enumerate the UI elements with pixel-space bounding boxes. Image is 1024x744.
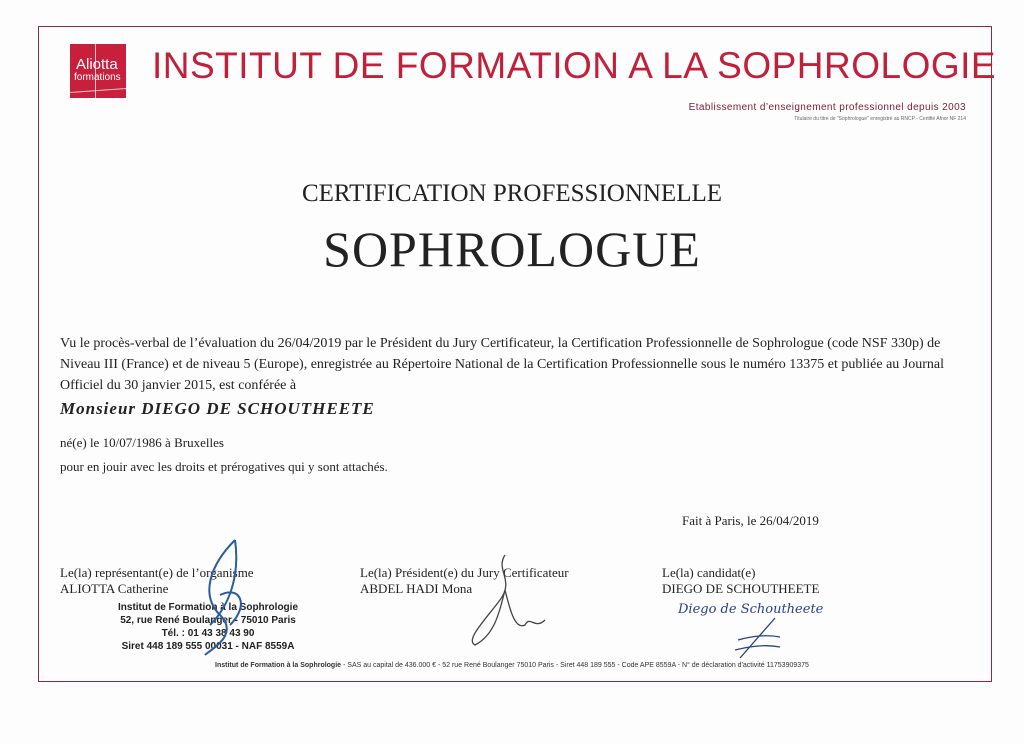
signature-scribble-organisation (180, 535, 270, 660)
titular-note: Titulaire du titre de "Sophrologue" enregistré au RNCP - Certifié Afnor NF 214 (794, 116, 966, 122)
signatory-role: Le(la) représentant(e) de l’organisme (60, 565, 254, 580)
aliotta-logo (70, 44, 126, 98)
stamp-line: Tél. : 01 43 38 43 90 (161, 628, 255, 639)
birth-info: né(e) le 10/07/1986 à Bruxelles (60, 435, 224, 450)
footer-org: Institut de Formation à la Sophrologie (215, 662, 342, 669)
signatory-role: Le(la) Président(e) du Jury Certificateur (360, 565, 569, 580)
signatory-role: Le(la) candidat(e) (662, 565, 756, 580)
certificate-title: SOPHROLOGUE (323, 221, 701, 277)
signatory-name: DIEGO DE SCHOUTHEETE (662, 581, 820, 596)
place-date: Fait à Paris, le 26/04/2019 (682, 513, 819, 528)
stamp-line: Siret 448 189 555 00031 - NAF 8559A (121, 641, 295, 652)
rights-statement: pour en jouir avec les droits et prérogatives qui y sont attachés. (60, 459, 388, 474)
certificate-heading: CERTIFICATION PROFESSIONNELLE (301, 180, 723, 207)
signature-scribble-jury (455, 550, 555, 650)
stamp-line: Institut de Formation à la Sophrologie (118, 602, 299, 613)
signatory-name: ALIOTTA Catherine (60, 581, 169, 596)
signature-block-candidate (662, 565, 819, 597)
certificate-body: Vu le procès-verbal de l’évaluation du 26/04/2019 par le Président du Jury Certificateur, la Certification Professionnelle de Sophrologue (code NSF 330p) de Niveau III (France) et de niveau 5 (Europe), enregistrée au Répertoire National de la Certification Professionnelle sous le numéro 13375 et publiée au Journal Officiel du 30 janvier 2015, est conférée à (60, 336, 945, 393)
signatory-name: ABDEL HADI Mona (360, 581, 473, 596)
footer-details: - SAS au capital de 436.000 € - 52 rue René Boulanger 75010 Paris - Siret 448 189 555 - Code APE 8559A - N° de déclaration d'activité 11753909375 (341, 662, 809, 669)
establishment-tagline: Etablissement d’enseignement professionnel depuis 2003 (688, 102, 966, 113)
signature-scribble-candidate (730, 615, 790, 660)
candidate-handwritten-signature: Diego de Schoutheete (678, 602, 824, 617)
footer-legal (0, 662, 1024, 669)
logo-line2: formations (74, 72, 121, 83)
institute-title: INSTITUT DE FORMATION A LA SOPHROLOGIE (152, 45, 997, 86)
logo-line1: Aliotta (76, 56, 118, 73)
stamp-line: 52, rue René Boulanger - 75010 Paris (120, 615, 296, 626)
recipient-name: Monsieur DIEGO DE SCHOUTHEETE (60, 399, 375, 418)
